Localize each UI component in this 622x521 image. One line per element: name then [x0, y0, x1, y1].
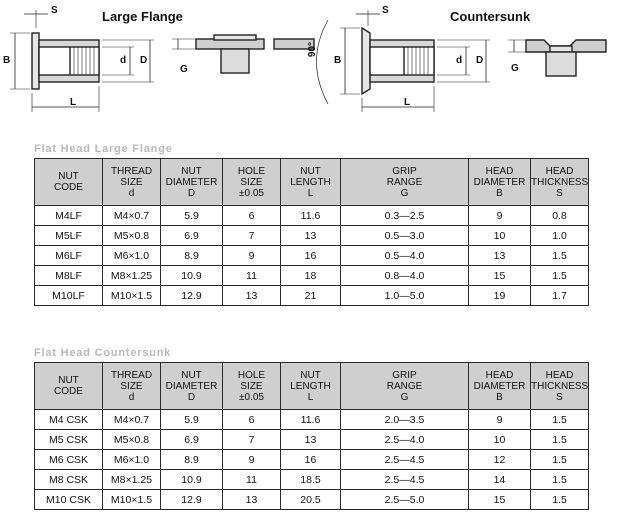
- csk-b-label: B: [334, 55, 342, 66]
- table-row: [35, 470, 589, 490]
- cell: 16: [281, 450, 341, 470]
- spec-table-large-flange: [34, 158, 589, 306]
- table-title-countersunk: Flat Head Countersunk: [34, 347, 172, 359]
- cell: M10×1.5: [103, 490, 161, 510]
- csk-s-label: S: [382, 5, 389, 16]
- cell: M4×0.7: [103, 410, 161, 430]
- cell: 10.9: [161, 470, 223, 490]
- cell: 18: [281, 266, 341, 286]
- cell: 2.5—5.0: [341, 490, 469, 510]
- col-head-thickness: HEAD THICKNESS S: [531, 159, 589, 206]
- cell: 2.5—4.0: [341, 430, 469, 450]
- cell: 7: [223, 226, 281, 246]
- col-nut-length: NUT LENGTH L: [281, 363, 341, 410]
- col-hole-size: HOLE SIZE ±0.05: [223, 363, 281, 410]
- cell: 6.9: [161, 226, 223, 246]
- cell: 9: [469, 410, 531, 430]
- cell: M6LF: [35, 246, 103, 266]
- table-row: [35, 226, 589, 246]
- cell: M5×0.8: [103, 226, 161, 246]
- cell: 2.0—3.5: [341, 410, 469, 430]
- col-head-diameter: HEAD DIAMETER B: [469, 363, 531, 410]
- cell: 0.3—2.5: [341, 206, 469, 226]
- cell: 9: [469, 206, 531, 226]
- cell: 0.5—3.0: [341, 226, 469, 246]
- cell: 0.8—4.0: [341, 266, 469, 286]
- cell: 11.6: [281, 206, 341, 226]
- cell: 1.0—5.0: [341, 286, 469, 306]
- cell: M4 CSK: [35, 410, 103, 430]
- col-head-thickness: HEAD THICKNESS S: [531, 363, 589, 410]
- cell: 1.5: [531, 266, 589, 286]
- col-thread-size: THREAD SIZE d: [103, 159, 161, 206]
- cell: M4×0.7: [103, 206, 161, 226]
- cell: M5LF: [35, 226, 103, 246]
- col-hole-size: HOLE SIZE ±0.05: [223, 159, 281, 206]
- col-nut-length: NUT LENGTH L: [281, 159, 341, 206]
- cell: 1.7: [531, 286, 589, 306]
- cell: 8.9: [161, 450, 223, 470]
- col-thread-size: THREAD SIZE d: [103, 363, 161, 410]
- cell: M6×1.0: [103, 246, 161, 266]
- cell: M8×1.25: [103, 266, 161, 286]
- countersunk-title: Countersunk: [450, 9, 531, 24]
- diagram-area: [0, 0, 622, 130]
- spec-table-countersunk: [34, 362, 589, 510]
- cell: 13: [281, 430, 341, 450]
- cell: 1.5: [531, 246, 589, 266]
- cell: 10: [469, 430, 531, 450]
- col-nut-diameter: NUT DIAMETER D: [161, 159, 223, 206]
- col-nut-diameter: NUT DIAMETER D: [161, 363, 223, 410]
- cell: 18.5: [281, 470, 341, 490]
- cell: 5.9: [161, 410, 223, 430]
- cell: 10: [469, 226, 531, 246]
- cell: 6.9: [161, 430, 223, 450]
- cell: 15: [469, 266, 531, 286]
- cell: 11: [223, 470, 281, 490]
- cell: 0.8: [531, 206, 589, 226]
- col-grip-range: GRIP RANGE G: [341, 159, 469, 206]
- cell: 2.5—4.5: [341, 450, 469, 470]
- col-nut-code: NUT CODE: [35, 159, 103, 206]
- cell: 1.0: [531, 226, 589, 246]
- cell: 0.5—4.0: [341, 246, 469, 266]
- cell: 13: [223, 286, 281, 306]
- cell: 20.5: [281, 490, 341, 510]
- cell: 1.5: [531, 450, 589, 470]
- cell: 1.5: [531, 470, 589, 490]
- table-row: [35, 490, 589, 510]
- lf-d-label: d: [120, 55, 127, 66]
- table-title-large-flange: Flat Head Large Flange: [34, 143, 173, 155]
- cell: 12.9: [161, 490, 223, 510]
- cell: M4LF: [35, 206, 103, 226]
- cell: 12.9: [161, 286, 223, 306]
- table-row: [35, 286, 589, 306]
- cell: 1.5: [531, 430, 589, 450]
- col-nut-code: NUT CODE: [35, 363, 103, 410]
- table-row: [35, 430, 589, 450]
- header-row: [35, 159, 589, 206]
- cell: 15: [469, 490, 531, 510]
- cell: M10×1.5: [103, 286, 161, 306]
- col-head-diameter: HEAD DIAMETER B: [469, 159, 531, 206]
- cell: M5 CSK: [35, 430, 103, 450]
- cell: M8×1.25: [103, 470, 161, 490]
- lf-s-label: S: [51, 5, 58, 16]
- lf-g-label: G: [180, 64, 188, 75]
- cell: 9: [223, 246, 281, 266]
- table-row: [35, 266, 589, 286]
- cell: 16: [281, 246, 341, 266]
- cell: 7: [223, 430, 281, 450]
- header-row: [35, 363, 589, 410]
- cell: 11: [223, 266, 281, 286]
- table-row: [35, 206, 589, 226]
- csk-D-label: D: [476, 55, 484, 66]
- table-row: [35, 410, 589, 430]
- table-row: [35, 246, 589, 266]
- cell: M8LF: [35, 266, 103, 286]
- csk-l-label: L: [404, 97, 411, 108]
- cell: 2.5—4.5: [341, 470, 469, 490]
- cell: 9: [223, 450, 281, 470]
- cell: 10.9: [161, 266, 223, 286]
- cell: 6: [223, 206, 281, 226]
- lf-D-label: D: [140, 55, 148, 66]
- table-row: [35, 450, 589, 470]
- cell: M8 CSK: [35, 470, 103, 490]
- lf-l-label: L: [70, 97, 77, 108]
- cell: 5.9: [161, 206, 223, 226]
- csk-angle-label: 90°: [307, 41, 319, 58]
- cell: 13: [223, 490, 281, 510]
- large-flange-nut-drawing: [10, 10, 314, 112]
- cell: 6: [223, 410, 281, 430]
- cell: 19: [469, 286, 531, 306]
- cell: 8.9: [161, 246, 223, 266]
- cell: 1.5: [531, 490, 589, 510]
- col-grip-range: GRIP RANGE G: [341, 363, 469, 410]
- cell: 13: [281, 226, 341, 246]
- cell: 21: [281, 286, 341, 306]
- cell: M10LF: [35, 286, 103, 306]
- lf-b-label: B: [3, 55, 11, 66]
- csk-d-label: d: [456, 55, 463, 66]
- csk-g-label: G: [511, 63, 519, 74]
- cell: 12: [469, 450, 531, 470]
- cell: M10 CSK: [35, 490, 103, 510]
- cell: M6 CSK: [35, 450, 103, 470]
- cell: M5×0.8: [103, 430, 161, 450]
- cell: 1.5: [531, 410, 589, 430]
- cell: M6×1.0: [103, 450, 161, 470]
- cell: 11.6: [281, 410, 341, 430]
- cell: 13: [469, 246, 531, 266]
- cell: 14: [469, 470, 531, 490]
- large-flange-title: Large Flange: [102, 9, 183, 24]
